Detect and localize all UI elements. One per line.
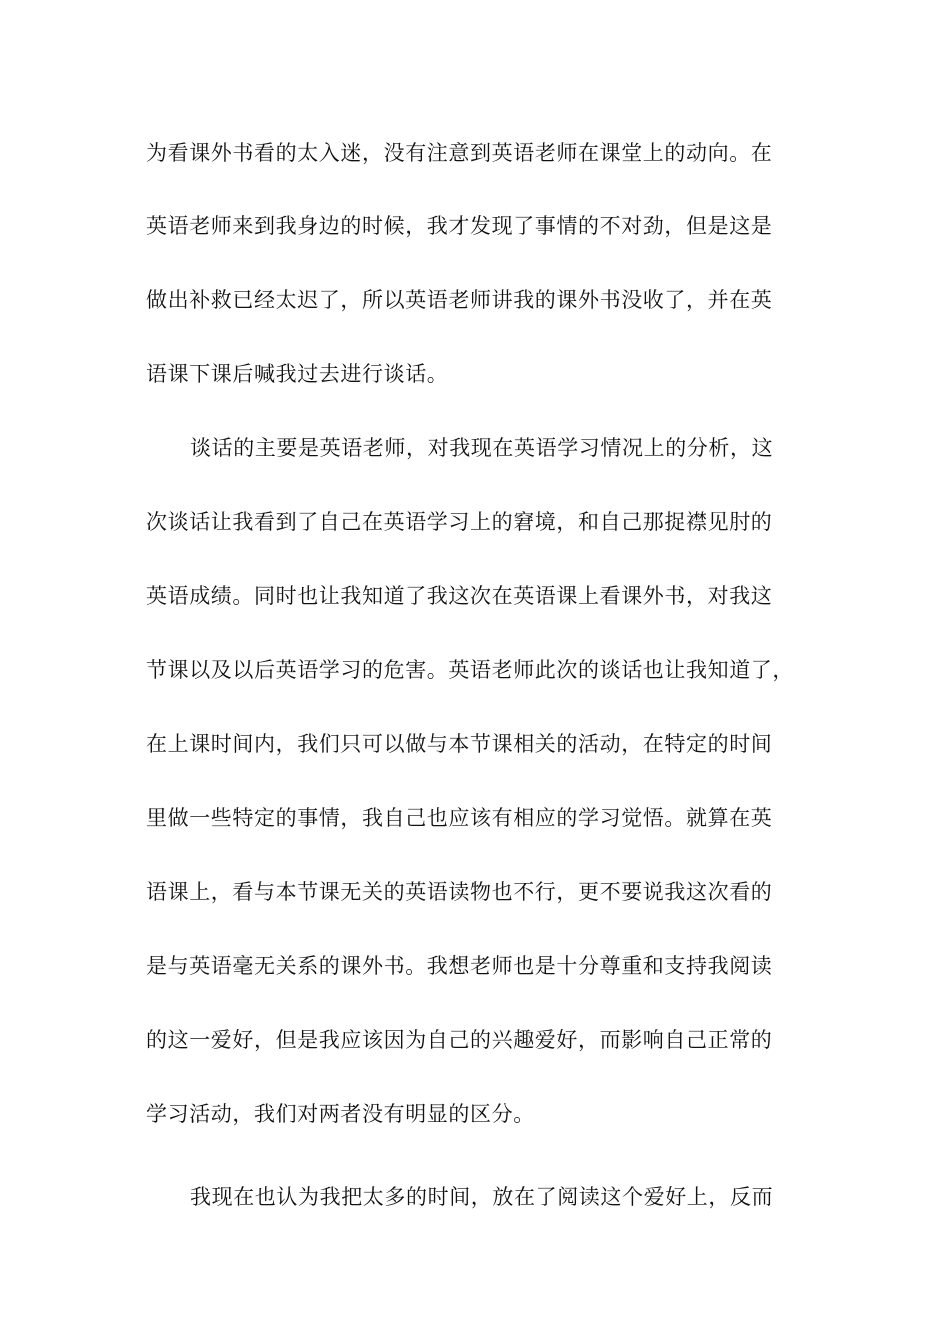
text-line: 节课以及以后英语学习的危害。英语老师此次的谈话也让我知道了， <box>146 658 794 682</box>
text-line: 的这一爱好，但是我应该因为自己的兴趣爱好，而影响自己正常的 <box>146 1028 773 1052</box>
text-line: 次谈话让我看到了自己在英语学习上的窘境，和自己那捉襟见肘的 <box>146 510 773 534</box>
text-line: 是与英语毫无关系的课外书。我想老师也是十分尊重和支持我阅读 <box>146 954 773 978</box>
text-line: 为看课外书看的太入迷，没有注意到英语老师在课堂上的动向。在 <box>146 141 773 165</box>
text-line: 在上课时间内，我们只可以做与本节课相关的活动，在特定的时间 <box>146 732 773 756</box>
text-line: 做出补救已经太迟了，所以英语老师讲我的课外书没收了，并在英 <box>146 288 773 312</box>
text-line: 谈话的主要是英语老师，对我现在英语学习情况上的分析，这 <box>190 436 774 460</box>
text-line: 我现在也认为我把太多的时间，放在了阅读这个爱好上，反而 <box>190 1185 774 1209</box>
text-line: 语课上，看与本节课无关的英语读物也不行，更不要说我这次看的 <box>146 880 773 904</box>
text-line: 语课下课后喊我过去进行谈话。 <box>146 362 449 386</box>
text-line: 学习活动，我们对两者没有明显的区分。 <box>146 1102 535 1126</box>
text-line: 英语老师来到我身边的时候，我才发现了事情的不对劲，但是这是 <box>146 214 773 238</box>
text-line: 里做一些特定的事情，我自己也应该有相应的学习觉悟。就算在英 <box>146 806 773 830</box>
text-line: 英语成绩。同时也让我知道了我这次在英语课上看课外书，对我这 <box>146 584 773 608</box>
